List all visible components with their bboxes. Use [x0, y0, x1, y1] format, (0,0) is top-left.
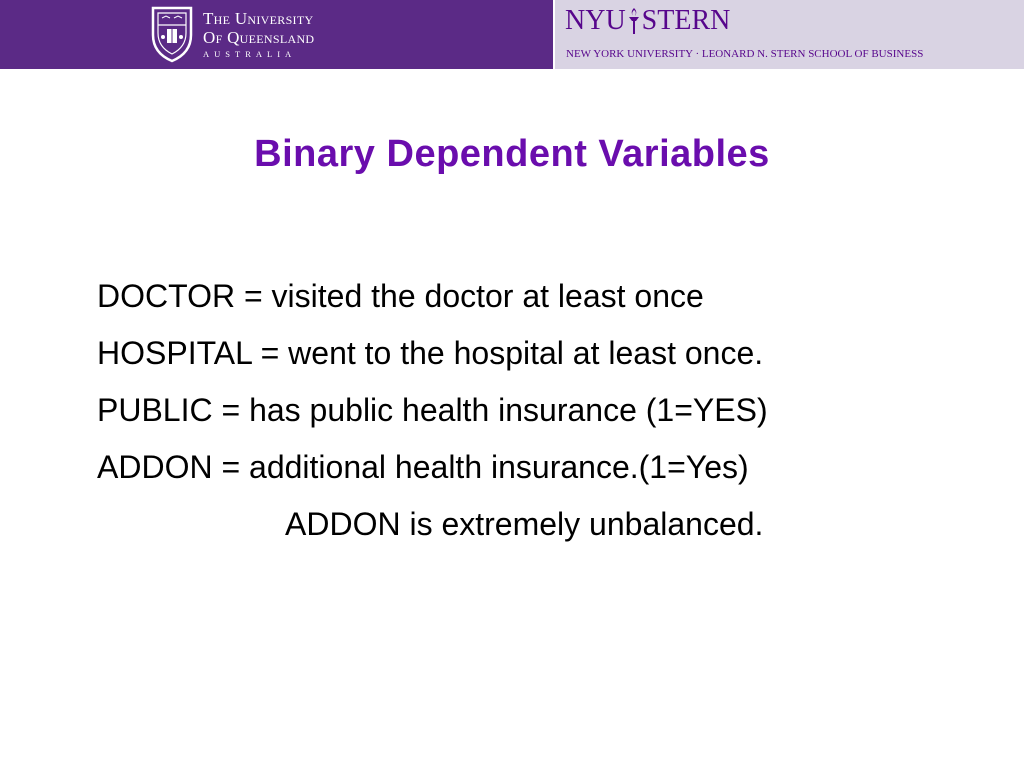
slide-title: Binary Dependent Variables — [254, 133, 770, 175]
uq-wordmark — [203, 9, 314, 60]
stern-subtitle: NEW YORK UNIVERSITY · LEONARD N. STERN SCHOOL OF BUSINESS — [566, 48, 924, 60]
uq-country: AUSTRALIA — [203, 49, 297, 59]
nyu-torch-icon — [627, 7, 641, 35]
uq-crest-icon — [150, 5, 194, 63]
nyu-banner — [555, 0, 1024, 69]
variable-definitions — [97, 274, 768, 559]
definition-hospital: HOSPITAL = went to the hospital at least once. — [97, 335, 764, 371]
definition-addon: ADDON = additional health insurance.(1=Yes) — [97, 449, 749, 485]
uq-name-line1: The University — [203, 9, 314, 28]
uq-name-line2: Of Queensland — [203, 28, 315, 47]
uq-banner — [0, 0, 553, 69]
nyu-logo-right: STERN — [641, 5, 731, 36]
addon-note: ADDON is extremely unbalanced. — [285, 506, 764, 542]
definition-doctor: DOCTOR = visited the doctor at least once — [97, 278, 704, 314]
header-banner — [0, 0, 1024, 69]
nyu-logo-left: NYU — [565, 5, 626, 36]
nyu-stern-logo — [565, 6, 730, 36]
definition-public: PUBLIC = has public health insurance (1=YES) — [97, 392, 768, 428]
